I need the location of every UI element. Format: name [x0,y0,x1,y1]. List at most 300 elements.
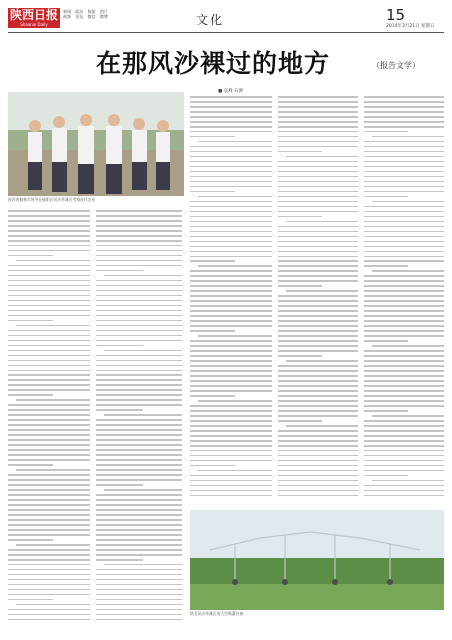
text-line [364,300,444,302]
nav-link[interactable]: 视频 [63,14,71,19]
text-line [364,216,444,218]
text-line [372,480,444,482]
text-line [190,151,272,153]
text-line [96,454,182,456]
text-column [364,96,444,504]
text-line [96,409,143,411]
text-line [190,495,272,497]
text-line [8,250,90,252]
text-line [8,619,90,621]
nav-link[interactable]: 政治 [75,9,84,14]
header-rule [8,32,444,33]
text-line [96,509,182,511]
text-line [8,355,90,357]
text-line [8,454,90,456]
text-line [190,430,272,432]
text-line [96,215,182,217]
text-line [278,241,358,243]
text-line [190,116,272,118]
text-line [364,455,444,457]
text-line [96,260,182,262]
text-line [96,609,182,611]
text-line [198,335,272,337]
text-line [364,420,444,422]
text-line [364,375,444,377]
text-line [364,290,444,292]
text-line [364,330,444,332]
text-line [190,136,235,138]
text-line [190,211,272,213]
text-line [364,131,408,133]
text-line [190,201,272,203]
text-line [364,211,444,213]
text-line [364,385,444,387]
text-line [96,295,182,297]
text-line [278,191,358,193]
text-line [278,96,358,98]
text-column [278,96,358,504]
text-line [190,410,272,412]
text-line [96,444,182,446]
text-line [190,236,272,238]
text-line [364,236,444,238]
text-line [8,310,90,312]
text-line [8,509,90,511]
text-line [96,310,182,312]
text-line [364,141,444,143]
text-line [190,465,235,467]
text-line [96,594,182,596]
text-line [96,544,182,546]
text-line [190,485,272,487]
text-line [190,96,272,98]
text-line [190,490,272,492]
text-line [364,256,444,258]
text-line [190,111,272,113]
text-line [190,231,272,233]
text-line [364,121,444,123]
text-line [96,554,182,556]
text-line [190,256,272,258]
text-line [96,250,182,252]
text-line [96,449,182,451]
text-line [364,156,444,158]
text-line [364,475,408,477]
text-line [278,420,322,422]
text-line [190,320,272,322]
text-line [96,619,182,621]
text-line [8,529,90,531]
text-line [286,221,358,223]
text-line [96,265,182,267]
text-line [364,400,444,402]
text-line [96,370,182,372]
text-line [364,221,444,223]
text-line [364,430,444,432]
text-line [278,151,322,153]
text-line [104,350,182,352]
text-line [190,355,272,357]
text-line [372,270,444,272]
text-line [8,330,90,332]
nav-link[interactable]: 微博 [99,14,108,19]
text-line [16,260,90,262]
text-line [278,380,358,382]
text-line [278,106,358,108]
text-line [96,429,182,431]
text-line [198,196,272,198]
nav-link[interactable]: 图片 [99,9,108,14]
text-line [104,275,182,277]
text-line [96,225,182,227]
text-line [96,419,182,421]
text-line [364,126,444,128]
text-line [104,564,182,566]
nav-links [63,9,173,19]
text-line [8,409,90,411]
text-line [8,549,90,551]
text-line [278,260,358,262]
text-line [190,405,272,407]
text-line [278,490,358,492]
text-line [278,305,358,307]
text-line [278,101,358,103]
text-line [278,390,358,392]
text-line [96,479,182,481]
text-line [278,485,358,487]
text-line [96,524,182,526]
text-line [364,440,444,442]
text-line [278,375,358,377]
text-line [96,569,182,571]
text-line [8,534,90,536]
text-line [364,181,444,183]
text-line [278,285,322,287]
text-line [96,230,182,232]
text-line [364,485,444,487]
text-column [190,96,272,504]
text-column [96,210,182,628]
text-line [364,295,444,297]
text-line [16,399,90,401]
text-line [364,285,444,287]
text-line [278,206,358,208]
text-line [278,211,358,213]
text-line [8,599,53,601]
text-line [96,240,182,242]
text-line [190,221,272,223]
text-line [8,360,90,362]
text-line [278,275,358,277]
text-line [278,440,358,442]
text-line [8,459,90,461]
text-line [364,265,408,267]
text-line [278,300,358,302]
text-line [190,226,272,228]
text-line [8,295,90,297]
text-line [8,589,90,591]
section-title: 文化 [196,13,225,27]
text-line [8,365,90,367]
text-line [8,414,90,416]
text-line [96,379,182,381]
text-line [96,424,182,426]
text-line [96,360,182,362]
text-line [96,614,182,616]
text-line [364,260,444,262]
text-line [190,440,272,442]
text-line [96,484,143,486]
text-line [16,604,90,606]
text-line [278,475,358,477]
text-line [278,216,322,218]
text-line [278,270,358,272]
text-line [8,569,90,571]
text-line [278,415,358,417]
text-line [364,470,444,472]
text-line [8,579,90,581]
text-line [364,445,444,447]
text-line [372,415,444,417]
text-line [96,270,143,272]
text-line [364,390,444,392]
text-line [8,484,90,486]
text-line [364,460,444,462]
text-line [96,404,182,406]
text-line [8,255,53,257]
text-line [278,141,358,143]
text-line [364,241,444,243]
text-line [364,465,444,467]
text-line [364,161,444,163]
photo-caption: 陕西省榆林市领导在榆阳区风沙草滩区考察现代农业 [8,197,96,202]
text-line [190,375,272,377]
text-line [96,529,182,531]
text-line [364,206,444,208]
text-line [190,166,272,168]
text-line [190,420,272,422]
text-line [104,489,182,491]
text-line [96,504,182,506]
text-line [8,394,53,396]
text-line [364,231,444,233]
text-line [278,310,358,312]
text-line [8,524,90,526]
text-line [364,315,444,317]
text-line [364,410,408,412]
text-line [278,111,358,113]
text-line [190,285,272,287]
text-line [364,106,444,108]
article-byline: ■ 袁峰 石源 [218,89,244,94]
text-line [8,370,90,372]
text-line [104,414,182,416]
text-line [364,305,444,307]
text-line [96,325,182,327]
text-line [190,270,272,272]
text-line [364,490,444,492]
text-line [190,310,272,312]
text-line [190,330,235,332]
text-line [278,226,358,228]
text-line [8,384,90,386]
text-line [364,395,444,397]
text-line [96,559,143,561]
text-line [96,330,182,332]
nav-link[interactable]: 数据 [87,9,96,14]
text-line [8,564,90,566]
text-line [190,455,272,457]
text-line [278,410,358,412]
text-line [364,226,444,228]
text-line [278,246,358,248]
text-line [96,394,182,396]
text-line [8,449,90,451]
text-line [278,350,358,352]
text-line [278,136,358,138]
text-line [96,210,182,212]
text-line [190,246,272,248]
text-line [8,320,53,322]
text-line [8,240,90,242]
text-line [8,210,90,212]
text-line [96,474,182,476]
text-line [96,464,182,466]
text-line [96,374,182,376]
text-line [8,389,90,391]
text-line [190,146,272,148]
text-line [372,201,444,203]
text-line [278,171,358,173]
text-line [364,171,444,173]
text-line [8,434,90,436]
text-line [190,395,235,397]
text-line [96,255,182,257]
text-line [278,251,358,253]
text-line [278,445,358,447]
text-line [8,335,90,337]
text-line [96,235,182,237]
text-line [278,455,358,457]
page-number: 15 [386,6,406,24]
text-line [190,216,272,218]
text-line [96,574,182,576]
text-line [278,450,358,452]
text-line [364,340,408,342]
text-line [278,280,358,282]
text-line [364,101,444,103]
text-line [8,374,90,376]
text-line [278,166,358,168]
text-line [96,389,182,391]
text-line [190,460,272,462]
nav-link[interactable]: 论坛 [75,14,84,19]
text-line [372,345,444,347]
text-line [278,330,358,332]
text-line [8,444,90,446]
text-line [278,256,358,258]
text-line [190,350,272,352]
text-line [364,176,444,178]
text-line [364,166,444,168]
text-line [8,220,90,222]
text-line [278,460,358,462]
text-line [8,419,90,421]
text-line [286,156,358,158]
text-line [364,320,444,322]
text-line [96,589,182,591]
text-line [364,405,444,407]
text-line [198,470,272,472]
text-line [8,559,90,561]
text-line [364,96,444,98]
text-line [8,609,90,611]
text-line [96,345,143,347]
text-line [16,469,90,471]
text-line [278,320,358,322]
text-line [278,231,358,233]
text-line [8,379,90,381]
text-line [190,325,272,327]
text-line [96,220,182,222]
nav-link[interactable]: 微信 [87,14,96,19]
text-line [96,335,182,337]
text-line [8,494,90,496]
text-line [278,400,358,402]
text-line [364,495,444,497]
text-line [364,146,444,148]
text-line [8,574,90,576]
text-line [364,425,444,427]
text-line [286,360,358,362]
text-line [364,370,444,372]
text-line [190,106,272,108]
text-line [190,295,272,297]
text-line [190,425,272,427]
text-line [278,146,358,148]
text-line [96,280,182,282]
text-line [190,380,272,382]
text-line [278,435,358,437]
text-line [364,335,444,337]
text-line [96,579,182,581]
text-line [190,156,272,158]
text-line [8,270,90,272]
text-line [96,285,182,287]
text-line [278,201,358,203]
text-line [8,230,90,232]
text-line [278,131,358,133]
text-line [96,300,182,302]
text-line [190,385,272,387]
text-line [8,340,90,342]
article-subheadline: （报告文学） [372,61,420,70]
text-line [96,584,182,586]
text-line [190,161,272,163]
photo-caption: 陕北风沙草滩区的大型喷灌设备 [190,611,244,616]
text-line [190,370,272,372]
masthead-logo [8,8,60,28]
text-line [278,236,358,238]
text-line [364,116,444,118]
text-line [278,121,358,123]
text-line [190,415,272,417]
text-line [8,315,90,317]
text-line [8,614,90,616]
text-line [278,295,358,297]
nav-link[interactable]: 新闻 [63,9,71,14]
text-line [8,584,90,586]
